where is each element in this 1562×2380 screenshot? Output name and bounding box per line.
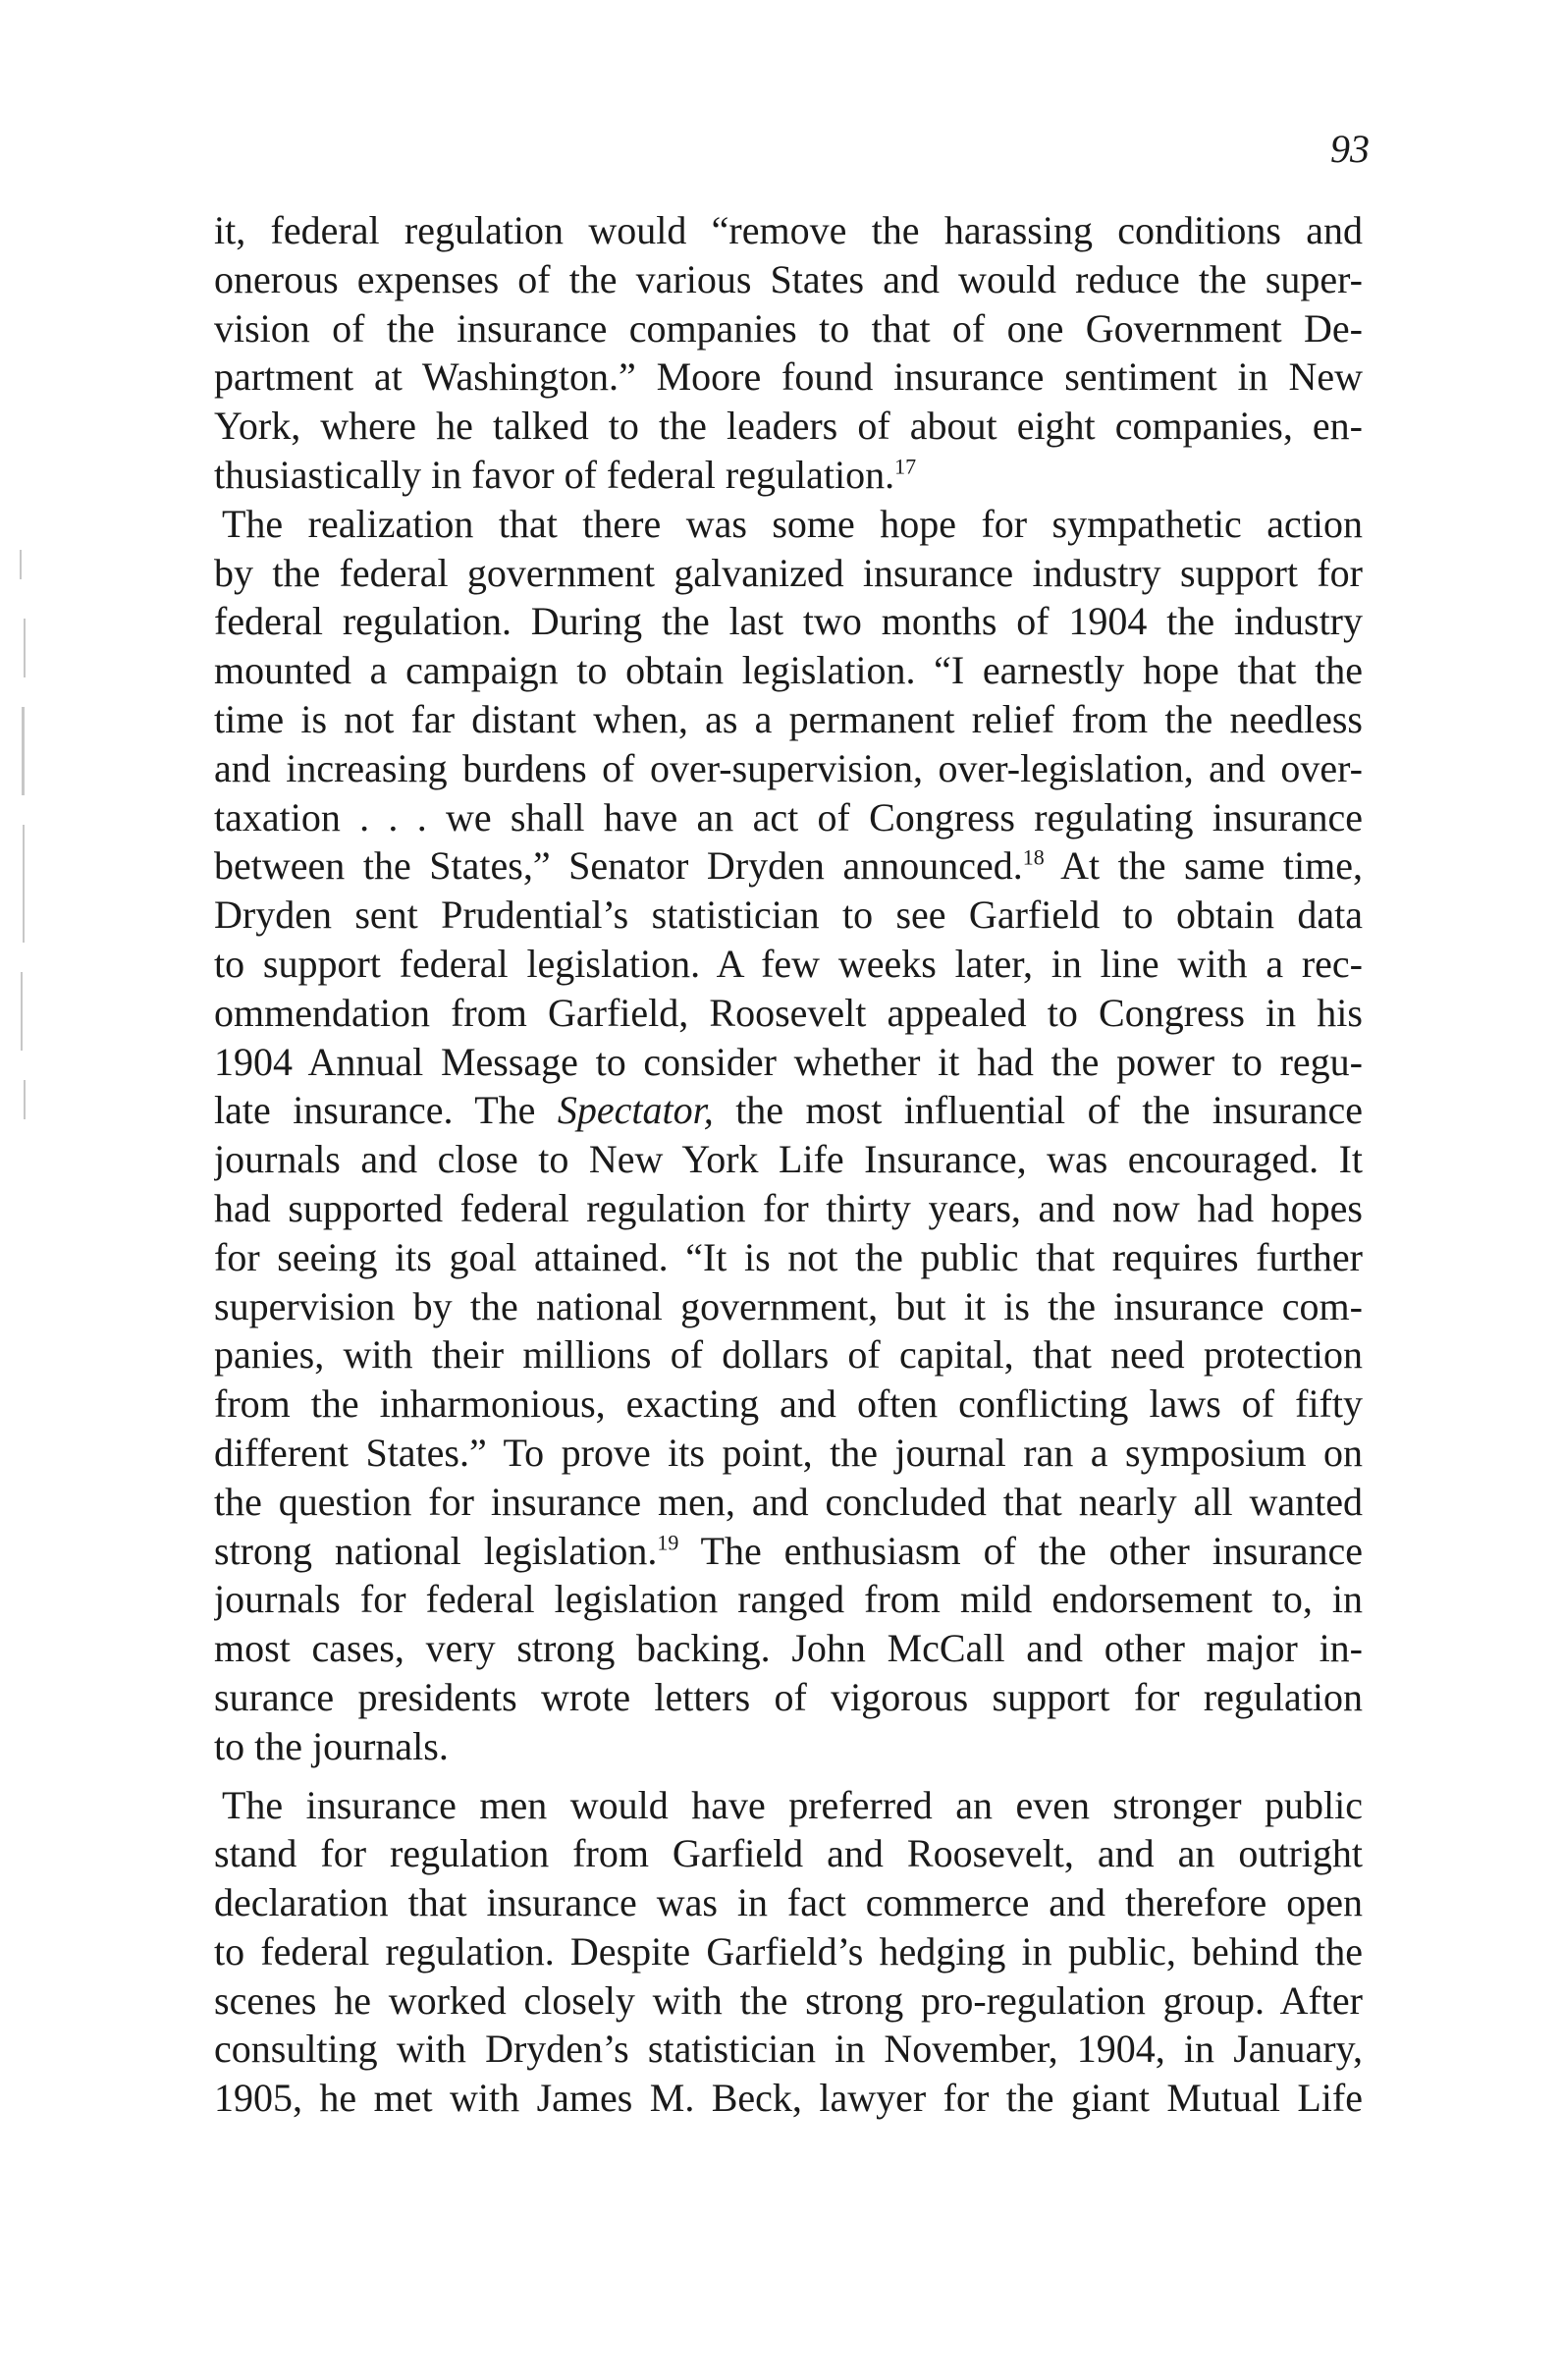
footnote-ref-18: 18	[1022, 845, 1045, 871]
text-line: from the inharmonious, exacting and often conflicting laws of fifty	[214, 1381, 1363, 1427]
text-line: panies, with their millions of dollars of capital, that need protection	[214, 1332, 1363, 1378]
text-line: The insurance men would have preferred an even stronger public	[222, 1782, 1363, 1827]
text-line: York, where he talked to the leaders of about eight companies, en-	[214, 404, 1363, 449]
text-line: onerous expenses of the various States and would reduce the super-	[214, 256, 1363, 301]
text-line: journals for federal legislation ranged from mild endorsement to, in	[214, 1577, 1363, 1622]
body-text	[214, 206, 1363, 2123]
text-line: declaration that insurance was in fact commerce and therefore open	[214, 1880, 1363, 1925]
paragraph-spacer	[214, 1771, 1363, 1781]
text-line: to support federal legislation. A few weeks later, in line with a rec-	[214, 941, 1363, 986]
text-line: to the journals.	[214, 1723, 449, 1768]
text-line: scenes he worked closely with the strong pro-regulation group. After	[214, 1977, 1363, 2023]
text-line: late insurance. The Spectator, the most influential of the insurance	[214, 1088, 1363, 1133]
text-line: most cases, very strong backing. John McCall and other major in-	[214, 1626, 1363, 1671]
text-line: by the federal government galvanized insurance industry support for	[214, 550, 1363, 595]
text-line: consulting with Dryden’s statistician in November, 1904, in January,	[214, 2027, 1363, 2072]
text-line: and increasing burdens of over-supervision, over-legislation, and over-	[214, 745, 1363, 790]
text-line: mounted a campaign to obtain legislation. “I earnestly hope that the	[214, 648, 1363, 693]
paragraph-1	[214, 206, 1363, 500]
text-line: stand for regulation from Garfield and Roosevelt, and an outright	[214, 1831, 1363, 1876]
text-line: taxation . . . we shall have an act of Congress regulating insurance	[214, 794, 1363, 839]
paragraph-3	[214, 1781, 1363, 2124]
text-line: journals and close to New York Life Insurance, was encouraged. It	[214, 1137, 1363, 1182]
text-line: time is not far distant when, as a permanent relief from the needless	[214, 696, 1363, 741]
text-line: thusiastically in favor of federal regulation.$^{17}$	[214, 452, 917, 497]
text-line: for seeing its goal attained. “It is not the public that requires further	[214, 1234, 1363, 1279]
text-line: vision of the insurance companies to that of one Government De-	[214, 305, 1363, 351]
page-number: 93	[1330, 127, 1370, 171]
text-line: different States.” To prove its point, the journal ran a symposium on	[214, 1430, 1363, 1475]
text-line: the question for insurance men, and concluded that nearly all wanted	[214, 1479, 1363, 1524]
text-line: federal regulation. During the last two months of 1904 the industry	[214, 599, 1363, 644]
text-line: surance presidents wrote letters of vigorous support for regulation	[214, 1674, 1363, 1719]
text-line: 1904 Annual Message to consider whether it had the power to regu-	[214, 1039, 1363, 1084]
footnote-ref-19: 19	[657, 1530, 679, 1555]
text-line: ommendation from Garfield, Roosevelt appealed to Congress in his	[214, 990, 1363, 1035]
paragraph-2	[214, 500, 1363, 1771]
text-line: Dryden sent Prudential’s statistician to see Garfield to obtain data	[214, 892, 1363, 938]
text-line: The realization that there was some hope for sympathetic action	[222, 501, 1363, 546]
text-line: between the States,” Senator Dryden announced.$^{18}$ At the same time,	[214, 843, 1363, 889]
text-line: 1905, he met with James M. Beck, lawyer for the giant Mutual Life	[214, 2076, 1363, 2121]
text-line: supervision by the national government, but it is the insurance com-	[214, 1283, 1363, 1328]
footnote-ref-17: 17	[894, 454, 917, 479]
publication-title: Spectator,	[557, 1088, 714, 1133]
text-line: partment at Washington.” Moore found insurance sentiment in New	[214, 354, 1363, 400]
text-line: to federal regulation. Despite Garfield’s hedging in public, behind the	[214, 1928, 1363, 1974]
text-line: strong national legislation.$^{19}$ The enthusiasm of the other insurance	[214, 1528, 1363, 1573]
scan-gutter-shadow	[0, 511, 59, 1198]
text-line: it, federal regulation would “remove the harassing conditions and	[214, 208, 1363, 252]
text-line: had supported federal regulation for thirty years, and now had hopes	[214, 1185, 1363, 1230]
